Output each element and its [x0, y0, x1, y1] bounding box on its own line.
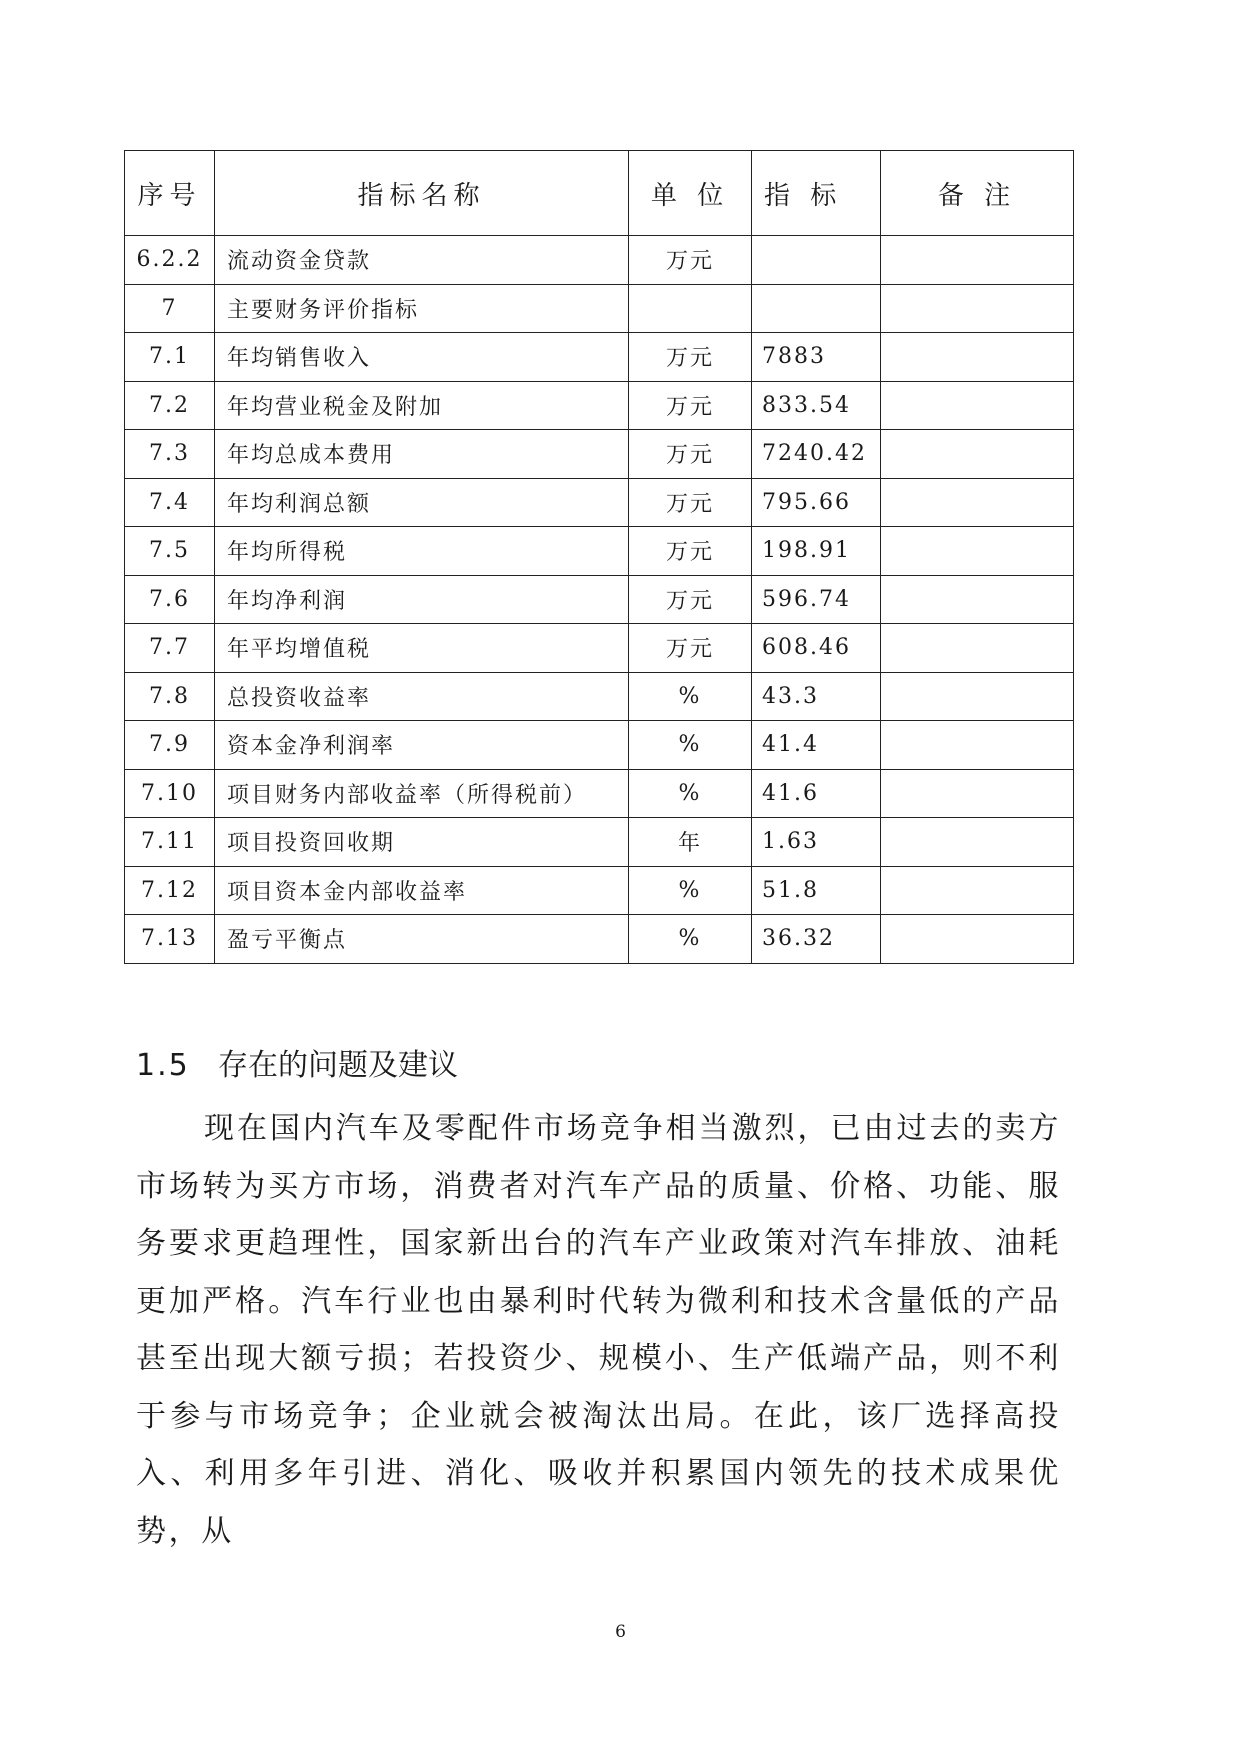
table-header-row: [125, 151, 1074, 236]
cell-name: 流动资金贷款: [215, 236, 629, 285]
cell-name: 总投资收益率: [215, 672, 629, 721]
cell-seq: 7.13: [125, 915, 215, 964]
table-row: [125, 915, 1074, 964]
cell-unit: 万元: [629, 430, 752, 479]
cell-seq: 7.11: [125, 818, 215, 867]
cell-name: 资本金净利润率: [215, 721, 629, 770]
cell-value: 41.4: [752, 721, 881, 770]
section-title: 存在的问题及建议: [218, 1048, 458, 1083]
cell-unit: [629, 284, 752, 333]
cell-seq: 7: [125, 284, 215, 333]
cell-unit: %: [629, 769, 752, 818]
cell-note: [881, 575, 1074, 624]
cell-value: 198.91: [752, 527, 881, 576]
cell-note: [881, 236, 1074, 285]
cell-unit: 万元: [629, 478, 752, 527]
cell-value: 7240.42: [752, 430, 881, 479]
cell-note: [881, 478, 1074, 527]
cell-value: 7883: [752, 333, 881, 382]
cell-note: [881, 769, 1074, 818]
cell-unit: 万元: [629, 575, 752, 624]
cell-unit: %: [629, 915, 752, 964]
cell-note: [881, 333, 1074, 382]
header-seq: 序号: [125, 151, 215, 236]
cell-note: [881, 818, 1074, 867]
cell-note: [881, 284, 1074, 333]
cell-note: [881, 381, 1074, 430]
table-row: [125, 818, 1074, 867]
table-row: [125, 381, 1074, 430]
cell-note: [881, 624, 1074, 673]
cell-note: [881, 721, 1074, 770]
cell-seq: 7.8: [125, 672, 215, 721]
cell-name: 年均销售收入: [215, 333, 629, 382]
cell-value: 43.3: [752, 672, 881, 721]
table-row: [125, 236, 1074, 285]
section-heading: [136, 1040, 458, 1084]
cell-name: 项目资本金内部收益率: [215, 866, 629, 915]
cell-unit: 万元: [629, 333, 752, 382]
cell-note: [881, 866, 1074, 915]
cell-note: [881, 672, 1074, 721]
cell-seq: 7.2: [125, 381, 215, 430]
cell-name: 年平均增值税: [215, 624, 629, 673]
cell-seq: 7.6: [125, 575, 215, 624]
body-paragraph: 现在国内汽车及零配件市场竞争相当激烈，已由过去的卖方市场转为买方市场，消费者对汽车产品的质量、价格、功能、服务要求更趋理性，国家新出台的汽车产业政策对汽车排放、油耗更加严格。汽车行业也由暴利时代转为微利和技术含量低的产品甚至出现大额亏损；若投资少、规模小、生产低端产品，则不利于参与市场竞争；企业就会被淘汰出局。在此，该厂选择高投入、利用多年引进、消化、吸收并积累国内领先的技术成果优势，从: [136, 1111, 1061, 1549]
table-row: [125, 769, 1074, 818]
table-row: [125, 866, 1074, 915]
cell-value: 36.32: [752, 915, 881, 964]
cell-value: 608.46: [752, 624, 881, 673]
header-value: 指 标: [752, 151, 881, 236]
header-unit: 单 位: [629, 151, 752, 236]
cell-unit: 万元: [629, 236, 752, 285]
table-row: [125, 575, 1074, 624]
header-name: 指标名称: [215, 151, 629, 236]
cell-seq: 7.3: [125, 430, 215, 479]
cell-seq: 7.5: [125, 527, 215, 576]
table-row: [125, 527, 1074, 576]
cell-value: 1.63: [752, 818, 881, 867]
table-row: [125, 721, 1074, 770]
table-row: [125, 333, 1074, 382]
table-row: [125, 672, 1074, 721]
cell-value: 596.74: [752, 575, 881, 624]
cell-seq: 7.4: [125, 478, 215, 527]
cell-name: 年均净利润: [215, 575, 629, 624]
cell-name: 年均营业税金及附加: [215, 381, 629, 430]
cell-name: 盈亏平衡点: [215, 915, 629, 964]
page-number: 6: [615, 1622, 626, 1642]
cell-unit: 万元: [629, 624, 752, 673]
cell-value: [752, 236, 881, 285]
cell-seq: 7.9: [125, 721, 215, 770]
cell-unit: %: [629, 866, 752, 915]
cell-seq: 6.2.2: [125, 236, 215, 285]
cell-unit: 万元: [629, 381, 752, 430]
cell-value: 51.8: [752, 866, 881, 915]
cell-seq: 7.1: [125, 333, 215, 382]
cell-name: 年均利润总额: [215, 478, 629, 527]
cell-seq: 7.7: [125, 624, 215, 673]
cell-value: 795.66: [752, 478, 881, 527]
table-row: [125, 478, 1074, 527]
cell-name: 年均所得税: [215, 527, 629, 576]
financial-indicators-table: [124, 150, 1074, 964]
cell-unit: 万元: [629, 527, 752, 576]
cell-seq: 7.12: [125, 866, 215, 915]
table-row: [125, 624, 1074, 673]
cell-note: [881, 527, 1074, 576]
table-row: [125, 284, 1074, 333]
cell-name: 项目财务内部收益率（所得税前）: [215, 769, 629, 818]
table-row: [125, 430, 1074, 479]
cell-note: [881, 915, 1074, 964]
cell-note: [881, 430, 1074, 479]
header-note: 备 注: [881, 151, 1074, 236]
cell-unit: %: [629, 672, 752, 721]
cell-name: 年均总成本费用: [215, 430, 629, 479]
cell-value: [752, 284, 881, 333]
cell-value: 41.6: [752, 769, 881, 818]
cell-seq: 7.10: [125, 769, 215, 818]
cell-name: 项目投资回收期: [215, 818, 629, 867]
cell-unit: %: [629, 721, 752, 770]
cell-unit: 年: [629, 818, 752, 867]
cell-name: 主要财务评价指标: [215, 284, 629, 333]
section-number: 1.5: [136, 1048, 190, 1083]
cell-value: 833.54: [752, 381, 881, 430]
